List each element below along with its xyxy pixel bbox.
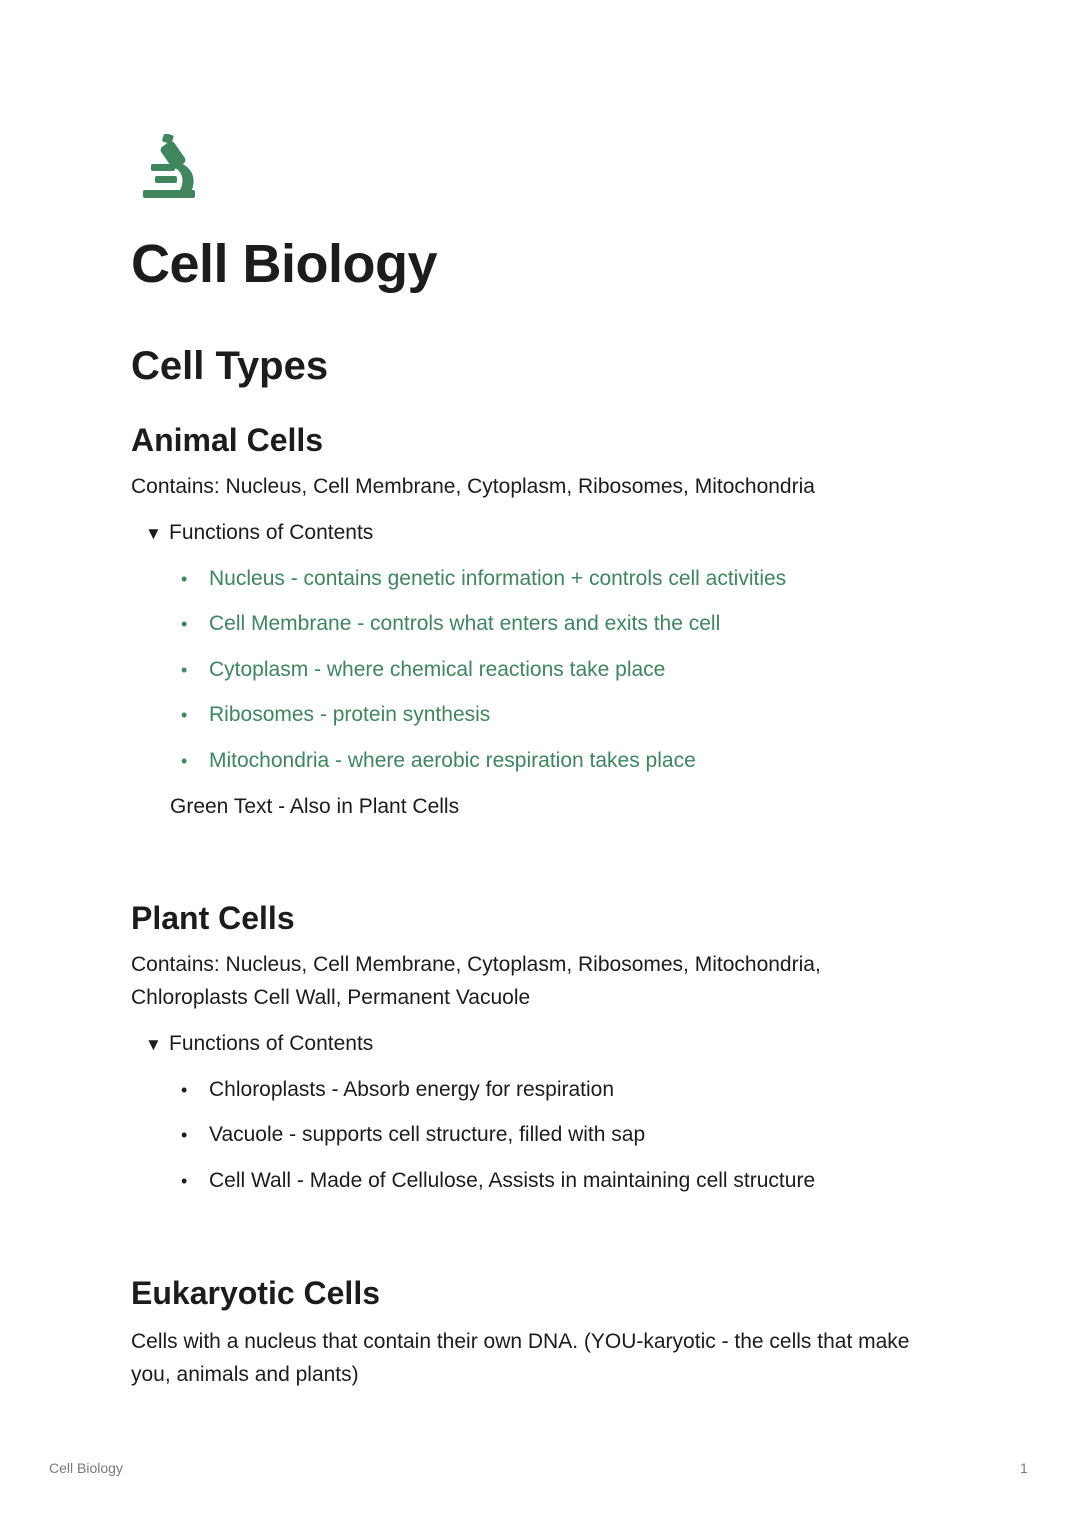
list-item: • Nucleus - contains genetic information + controls cell activities [181,564,786,594]
heading-cell-types: Cell Types [131,344,329,388]
page-title: Cell Biology [131,234,438,294]
animal-functions-toggle[interactable] [145,518,373,549]
list-item: • Mitochondria - where aerobic respiration takes place [181,746,696,776]
plant-functions-toggle[interactable] [145,1029,373,1060]
bullet-icon: • [181,569,188,589]
bullet-icon: • [181,1080,188,1100]
footer-document-title: Cell Biology [49,1460,123,1476]
bullet-icon: • [181,660,188,680]
eukaryotic-text: Cells with a nucleus that contain their own DNA. (YOU-karyotic - the cells that make you, animals and plants) [131,1330,910,1386]
plant-contains-text: Contains: Nucleus, Cell Membrane, Cytoplasm, Ribosomes, Mitochondria, Chloroplasts Cell Wall, Permanent Vacuole [131,953,821,1009]
bullet-icon: • [181,1125,188,1145]
list-item: • Cell Membrane - controls what enters and exits the cell [181,609,720,639]
microscope-icon [141,134,197,200]
list-item: • Chloroplasts - Absorb energy for respiration [181,1075,614,1105]
bullet-icon: • [181,614,188,634]
heading-animal-cells: Animal Cells [131,422,324,458]
animal-contains-text: Contains: Nucleus, Cell Membrane, Cytoplasm, Ribosomes, Mitochondria [131,475,815,498]
list-item: • Ribosomes - protein synthesis [181,700,490,730]
list-item: • Cytoplasm - where chemical reactions take place [181,655,665,685]
heading-eukaryotic-cells: Eukaryotic Cells [131,1275,380,1311]
toggle-label: Functions of Contents [169,521,374,544]
list-item: • Cell Wall - Made of Cellulose, Assists in maintaining cell structure [181,1166,815,1196]
triangle-down-icon: ▼ [145,524,162,543]
green-text-note: Green Text - Also in Plant Cells [170,795,460,818]
bullet-icon: • [181,751,188,771]
triangle-down-icon: ▼ [145,1035,162,1054]
toggle-label: Functions of Contents [169,1032,374,1055]
bullet-icon: • [181,705,188,725]
bullet-icon: • [181,1171,188,1191]
list-item: • Vacuole - supports cell structure, filled with sap [181,1120,645,1150]
heading-plant-cells: Plant Cells [131,900,295,936]
page-number: 1 [1020,1460,1028,1476]
